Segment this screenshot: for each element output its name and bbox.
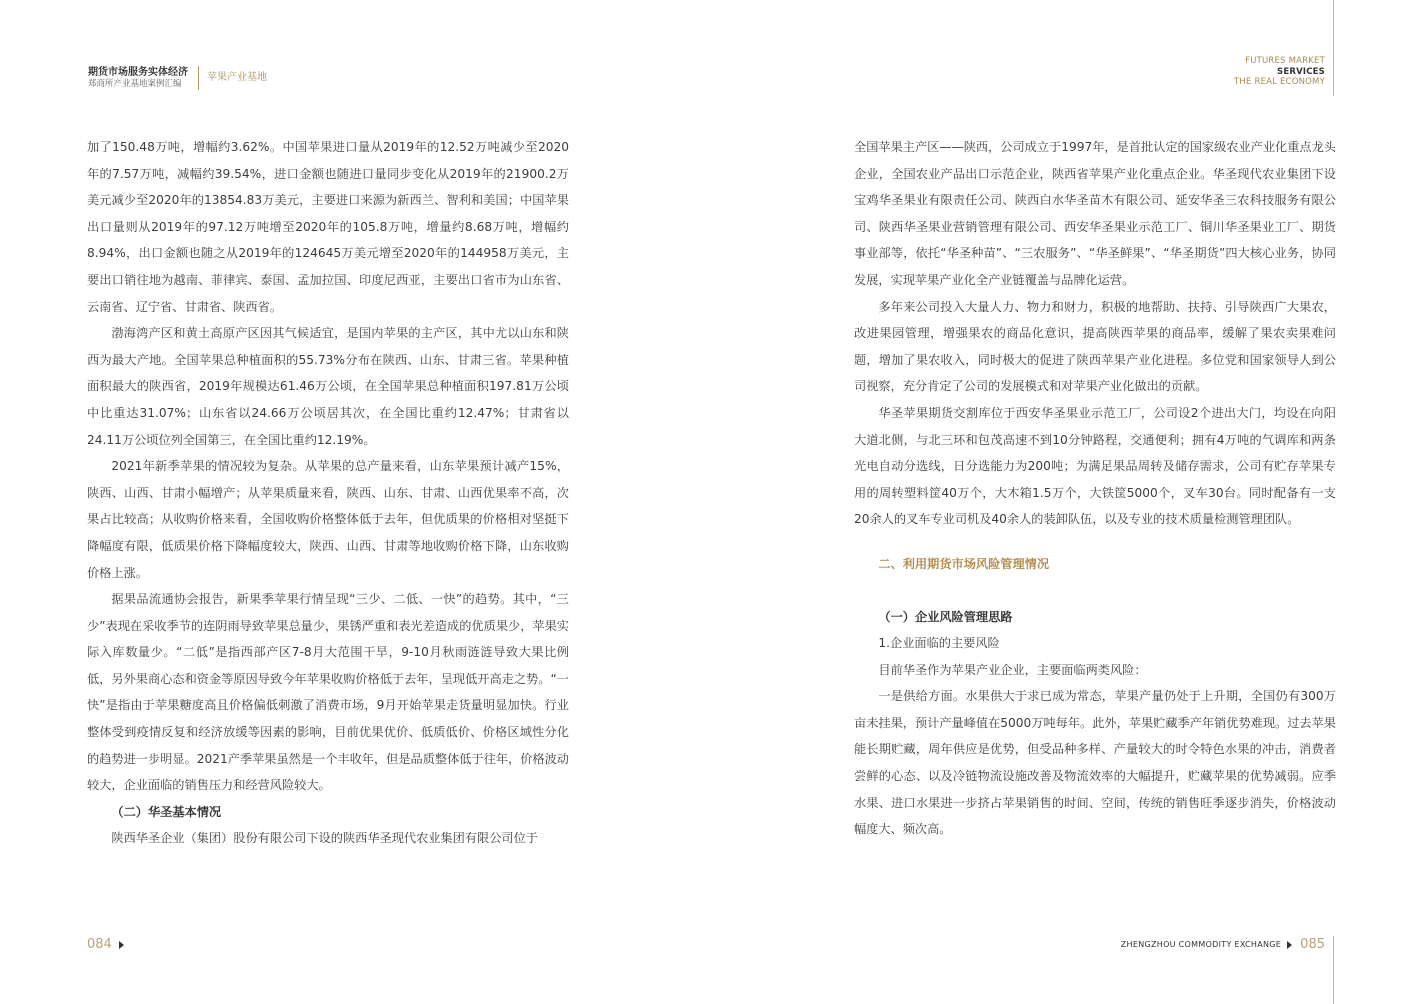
triangle-right-icon: [1287, 941, 1292, 949]
section-subheading: （一）企业风险管理思路: [878, 609, 1013, 624]
page-number: 085: [1300, 937, 1325, 952]
paragraph: 华圣苹果期货交割库位于西安华圣果业示范工厂，公司设2个进出大门，均设在向阳大道北侧，与北三环和包茂高速不到10分钟路程，交通便利；拥有4万吨的气调库和两条光电自动分选线，日分选能力为200吨；为满足果品周转及储存需求，公司有贮存苹果专用的周转塑料筐40万个，大木箱1.5万个，大铁筐5000个，叉车30台。同时配备有一支20余人的叉车专业司机及40余人的装卸队伍，以及专业的技术质量检测管理团队。: [854, 405, 1336, 527]
running-header-en: [1234, 56, 1325, 88]
header-divider: [198, 66, 199, 90]
paragraph: 多年来公司投入大量人力、物力和财力，积极的地帮助、扶持、引导陕西广大果农，改进果园管理，增强果农的商品化意识，提高陕西苹果的商品率，缓解了果农卖果难问题，增加了果农收入，同时极大的促进了陕西苹果产业化进程。多位党和国家领导人到公司视察，充分肯定了公司的发展模式和对苹果产业化做出的贡献。: [854, 299, 1336, 394]
page-number-left: [87, 937, 124, 952]
triangle-right-icon: [119, 941, 124, 949]
page-footer-right: [1121, 937, 1325, 952]
header-section: 苹果产业基地: [207, 72, 267, 83]
section-subheading: （二）华圣基本情况: [111, 804, 222, 819]
paragraph: 目前华圣作为苹果产业企业，主要面临两类风险：: [878, 662, 1147, 677]
header-title: 期货市场服务实体经济: [88, 67, 188, 78]
left-body-text: [87, 134, 569, 852]
header-en-line: SERVICES: [1277, 66, 1325, 77]
paragraph: 2021年新季苹果的情况较为复杂。从苹果的总产量来看，山东苹果预计减产15%，陕西、山西、甘肃小幅增产；从苹果质量来看，陕西、山东、甘肃、山西优果率不高，次果占比较高；从收购价格来看，全国收购价格整体低于去年，但优质果的价格相对坚挺下降幅度有限，低质果价格下降幅度较大，陕西、山西、甘肃等地收购价格下降，山东收购价格上涨。: [87, 459, 569, 580]
header-titles: [88, 66, 188, 90]
edge-rule-bottom: [1333, 936, 1334, 1004]
header-en-line: THE REAL ECONOMY: [1234, 77, 1325, 87]
paragraph: 一是供给方面。水果供大于求已成为常态，苹果产量仍处于上升期，全国仍有300万亩未挂果，预计产量峰值在5000万吨每年。此外，苹果贮藏季产年销优势难现。过去苹果能长期贮藏，周年供应是优势，但受品种多样、产量较大的时令特色水果的冲击，消费者尝鲜的心态、以及冷链物流设施改善及物流效率的大幅提升，贮藏苹果的优势减弱。应季水果、进口水果进一步挤占苹果销售的时间、空间，传统的销售旺季逐步消失，价格波动幅度大、频次高。: [854, 689, 1336, 837]
page-number: 084: [87, 937, 112, 952]
list-item-heading: 1.企业面临的主要风险: [878, 636, 1000, 651]
paragraph: 加了150.48万吨，增幅约3.62%。中国苹果进口量从2019年的12.52万吨减少至2020年的7.57万吨，减幅约39.54%，进口金额也随进口量同步变化从2019年的21900.2万美元减少至2020年的13854.83万美元，主要进口来源为新西兰、智利和美国；中国苹果出口量则从2019年的97.12万吨增至2020年的105.8万吨，增量约8.68万吨，增幅约8.94%，出口金额也随之从2019年的124645万美元增至2020年的144958万美元，主要出口销往地为越南、菲律宾、泰国、孟加拉国、印度尼西亚，主要出口省市为山东省、云南省、辽宁省、甘肃省、陕西省。: [87, 140, 569, 314]
running-header: [88, 66, 267, 90]
paragraph: 陕西华圣企业（集团）股份有限公司下设的陕西华圣现代农业集团有限公司位于: [111, 831, 538, 846]
header-en-line: FUTURES MARKET: [1245, 56, 1325, 66]
paragraph: 全国苹果主产区——陕西，公司成立于1997年，是首批认定的国家级农业产业化重点龙头企业，全国农业产品出口示范企业，陕西省苹果产业化重点企业。华圣现代农业集团下设宝鸡华圣果业有限责任公司、陕西白水华圣苗木有限公司、延安华圣三农科技服务有限公司、陕西华圣果业营销管理有限公司、西安华圣果业示范工厂、铜川华圣果业工厂、期货事业部等，依托“华圣种苗”、“三农服务”、“华圣鲜果”、“华圣期货”四大核心业务，协同发展，实现苹果产业化全产业链覆盖与品牌化运营。: [854, 140, 1336, 287]
edge-rule-top: [1333, 0, 1334, 96]
header-subtitle: 郑商所产业基地案例汇编: [88, 79, 182, 89]
footer-exchange-name: ZHENGZHOU COMMODITY EXCHANGE: [1120, 940, 1282, 949]
section-heading: 二、利用期货市场风险管理情况: [878, 556, 1050, 571]
paragraph: 据果品流通协会报告，新果季苹果行情呈现“三少、二低、一快”的趋势。其中，“三少”表现在采收季节的连阴雨导致苹果总量少，果锈严重和表光差造成的优质果少，苹果实际入库数量少。“二低”是指西部产区7-8月大范围干旱，9-10月秋雨涟涟导致大果比例低，另外果商心态和资金等原因导致今年苹果收购价格低于去年，呈现低开高走之势。“一快”是指由于苹果糖度高且价格偏低刺激了消费市场，9月开始苹果走货量明显加快。行业整体受到疫情反复和经济放缓等因素的影响，目前优果优价、低质低价、价格区域性分化的趋势进一步明显。2021产季苹果虽然是一个丰收年，但是品质整体低于往年，价格波动较大，企业面临的销售压力和经营风险较大。: [87, 592, 569, 793]
paragraph: 渤海湾产区和黄土高原产区因其气候适宜，是国内苹果的主产区，其中尤以山东和陕西为最大产地。全国苹果总种植面积的55.73%分布在陕西、山东、甘肃三省。苹果种植面积最大的陕西省，2019年规模达61.46万公顷，在全国苹果总种植面积197.81万公顷中比重达31.07%；山东省以24.66万公顷居其次，在全国比重约12.47%；甘肃省以24.11万公顷位列全国第三，在全国比重约12.19%。: [87, 326, 569, 447]
right-page: [710, 0, 1420, 1004]
right-body-text: [854, 134, 1336, 843]
